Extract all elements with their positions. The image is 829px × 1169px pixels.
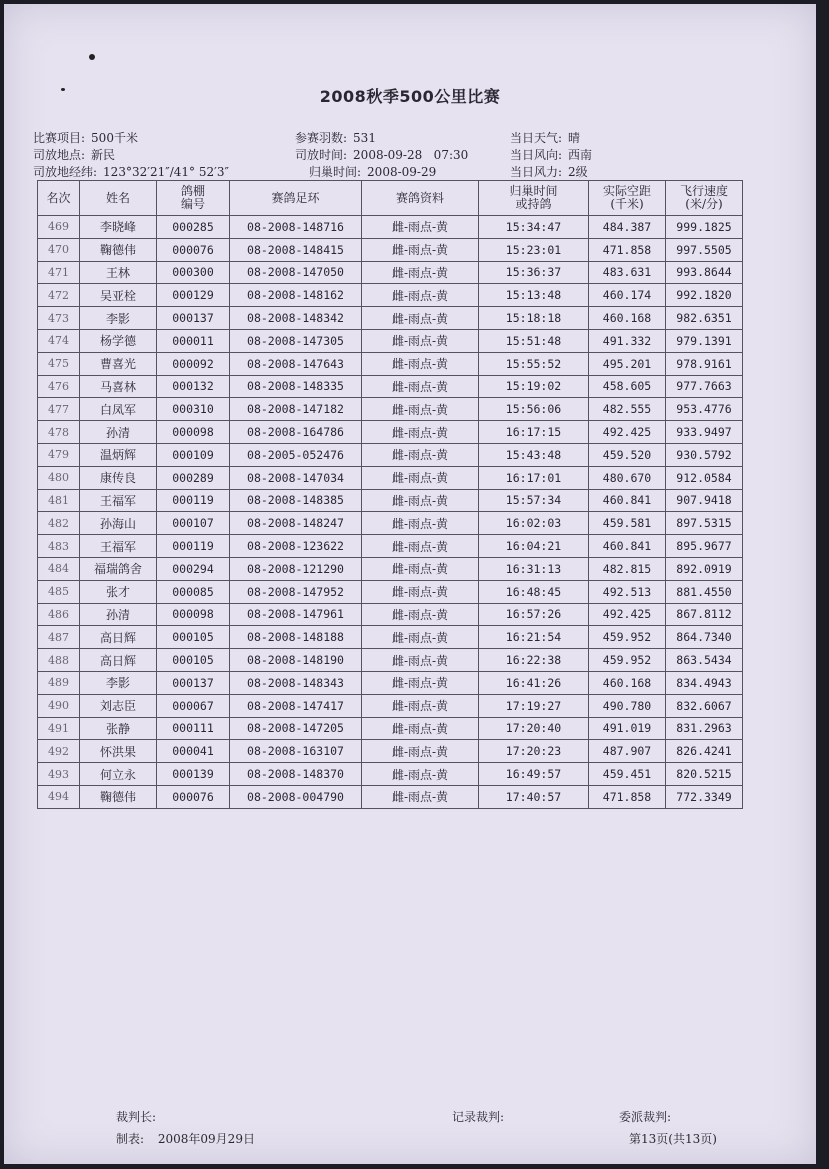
cell-distance: 482.555	[589, 398, 666, 421]
cell-speed: 979.1391	[666, 329, 743, 352]
cell-name: 吴亚栓	[80, 284, 157, 307]
cell-ring-number: 08-2008-163107	[230, 740, 362, 763]
cell-pigeon-info: 雌-雨点-黄	[362, 694, 479, 717]
cell-rank: 488	[38, 649, 80, 672]
cell-return-time: 17:20:23	[479, 740, 589, 763]
cell-distance: 491.019	[589, 717, 666, 740]
cell-ring-number: 08-2008-121290	[230, 557, 362, 580]
cell-return-time: 15:56:06	[479, 398, 589, 421]
cell-loft-id: 000111	[157, 717, 230, 740]
cell-pigeon-info: 雌-雨点-黄	[362, 740, 479, 763]
table-row	[38, 512, 743, 535]
cell-return-time: 15:36:37	[479, 261, 589, 284]
cell-name: 孙清	[80, 421, 157, 444]
cell-distance: 492.425	[589, 421, 666, 444]
cell-ring-number: 08-2008-147961	[230, 603, 362, 626]
cell-name: 鞠德伟	[80, 785, 157, 808]
cell-name: 刘志臣	[80, 694, 157, 717]
cell-name: 王福军	[80, 489, 157, 512]
cell-ring-number: 08-2008-148188	[230, 626, 362, 649]
cell-rank: 474	[38, 329, 80, 352]
info-return-time	[309, 165, 436, 179]
info-participants	[295, 131, 376, 145]
cell-ring-number: 08-2008-148343	[230, 671, 362, 694]
cell-rank: 481	[38, 489, 80, 512]
cell-distance: 458.605	[589, 375, 666, 398]
header-distance: 实际空距 (千米)	[589, 181, 666, 216]
cell-return-time: 16:57:26	[479, 603, 589, 626]
cell-name: 王林	[80, 261, 157, 284]
cell-name: 王福军	[80, 535, 157, 558]
cell-speed: 826.4241	[666, 740, 743, 763]
info-release-time-label: 司放时间:	[295, 148, 348, 162]
cell-rank: 492	[38, 740, 80, 763]
cell-name: 李晓峰	[80, 216, 157, 239]
info-project-label: 比赛项目:	[33, 131, 86, 145]
table-row	[38, 603, 743, 626]
info-location-label: 司放地点:	[33, 148, 86, 162]
cell-name: 孙清	[80, 603, 157, 626]
cell-speed: 832.6067	[666, 694, 743, 717]
cell-rank: 485	[38, 580, 80, 603]
cell-distance: 490.780	[589, 694, 666, 717]
cell-ring-number: 08-2008-148335	[230, 375, 362, 398]
cell-ring-number: 08-2008-148716	[230, 216, 362, 239]
table-row	[38, 238, 743, 261]
cell-ring-number: 08-2008-147952	[230, 580, 362, 603]
cell-return-time: 17:20:40	[479, 717, 589, 740]
info-coordinates-value: 123°32′21″/41° 52′3″	[103, 165, 229, 179]
cell-ring-number: 08-2008-147205	[230, 717, 362, 740]
cell-loft-id: 000105	[157, 626, 230, 649]
cell-return-time: 16:21:54	[479, 626, 589, 649]
page-number: 第13页(共13页)	[629, 1132, 717, 1146]
table-row	[38, 763, 743, 786]
cell-rank: 483	[38, 535, 80, 558]
cell-ring-number: 08-2008-148162	[230, 284, 362, 307]
cell-return-time: 16:17:15	[479, 421, 589, 444]
cell-pigeon-info: 雌-雨点-黄	[362, 763, 479, 786]
info-release-time	[295, 148, 468, 162]
cell-pigeon-info: 雌-雨点-黄	[362, 238, 479, 261]
cell-return-time: 16:41:26	[479, 671, 589, 694]
cell-loft-id: 000107	[157, 512, 230, 535]
header-speed: 飞行速度 (米/分)	[666, 181, 743, 216]
cell-loft-id: 000092	[157, 352, 230, 375]
cell-speed: 999.1825	[666, 216, 743, 239]
cell-pigeon-info: 雌-雨点-黄	[362, 649, 479, 672]
cell-name: 鞠德伟	[80, 238, 157, 261]
cell-return-time: 15:19:02	[479, 375, 589, 398]
cell-return-time: 16:22:38	[479, 649, 589, 672]
info-project	[33, 131, 138, 145]
cell-return-time: 15:34:47	[479, 216, 589, 239]
cell-name: 福瑞鸽舍	[80, 557, 157, 580]
cell-name: 马喜林	[80, 375, 157, 398]
cell-loft-id: 000139	[157, 763, 230, 786]
cell-loft-id: 000137	[157, 671, 230, 694]
info-coordinates	[33, 165, 229, 179]
cell-ring-number: 08-2008-147034	[230, 466, 362, 489]
cell-distance: 484.387	[589, 216, 666, 239]
cell-rank: 479	[38, 443, 80, 466]
cell-ring-number: 08-2008-148342	[230, 307, 362, 330]
cell-speed: 863.5434	[666, 649, 743, 672]
table-row	[38, 421, 743, 444]
recorder-judge-label: 记录裁判:	[452, 1110, 505, 1124]
cell-pigeon-info: 雌-雨点-黄	[362, 785, 479, 808]
table-row	[38, 626, 743, 649]
table-row	[38, 580, 743, 603]
table-row	[38, 717, 743, 740]
cell-rank: 472	[38, 284, 80, 307]
table-row	[38, 649, 743, 672]
cell-rank: 494	[38, 785, 80, 808]
table-row	[38, 307, 743, 330]
cell-rank: 480	[38, 466, 80, 489]
cell-distance: 459.952	[589, 626, 666, 649]
table-row	[38, 284, 743, 307]
cell-speed: 978.9161	[666, 352, 743, 375]
cell-return-time: 15:43:48	[479, 443, 589, 466]
delegate-judge-label: 委派裁判:	[619, 1110, 672, 1124]
header-return-time: 归巢时间 或持鸽	[479, 181, 589, 216]
cell-rank: 482	[38, 512, 80, 535]
info-participants-value: 531	[353, 131, 376, 145]
cell-loft-id: 000105	[157, 649, 230, 672]
cell-loft-id: 000109	[157, 443, 230, 466]
cell-loft-id: 000129	[157, 284, 230, 307]
info-release-time-value: 2008-09-28 07:30	[353, 148, 469, 162]
cell-speed: 820.5215	[666, 763, 743, 786]
table-row	[38, 694, 743, 717]
table-row	[38, 443, 743, 466]
cell-rank: 471	[38, 261, 80, 284]
cell-distance: 460.174	[589, 284, 666, 307]
prepared-by	[116, 1130, 255, 1147]
cell-ring-number: 08-2008-164786	[230, 421, 362, 444]
cell-loft-id: 000041	[157, 740, 230, 763]
table-header-row	[38, 181, 743, 216]
cell-speed: 977.7663	[666, 375, 743, 398]
cell-name: 孙海山	[80, 512, 157, 535]
prepared-label: 制表:	[116, 1132, 145, 1146]
cell-speed: 930.5792	[666, 443, 743, 466]
cell-distance: 471.858	[589, 785, 666, 808]
cell-distance: 459.952	[589, 649, 666, 672]
info-wind-direction-label: 当日风向:	[510, 148, 563, 162]
cell-distance: 459.520	[589, 443, 666, 466]
cell-rank: 493	[38, 763, 80, 786]
cell-speed: 997.5505	[666, 238, 743, 261]
info-wind-force-value: 2级	[568, 165, 588, 179]
cell-name: 曹喜光	[80, 352, 157, 375]
cell-pigeon-info: 雌-雨点-黄	[362, 512, 479, 535]
cell-speed: 933.9497	[666, 421, 743, 444]
cell-distance: 492.425	[589, 603, 666, 626]
info-project-value: 500千米	[91, 131, 138, 145]
cell-speed: 864.7340	[666, 626, 743, 649]
table-row	[38, 535, 743, 558]
cell-return-time: 16:17:01	[479, 466, 589, 489]
cell-loft-id: 000132	[157, 375, 230, 398]
document-page	[4, 4, 816, 1164]
page-title: 2008秋季500公里比赛	[319, 87, 501, 106]
table-row	[38, 375, 743, 398]
cell-speed: 881.4550	[666, 580, 743, 603]
cell-speed: 993.8644	[666, 261, 743, 284]
cell-loft-id: 000294	[157, 557, 230, 580]
info-participants-label: 参赛羽数:	[295, 131, 348, 145]
header-loft-id: 鸽棚 编号	[157, 181, 230, 216]
cell-speed: 907.9418	[666, 489, 743, 512]
table-row	[38, 740, 743, 763]
table-row	[38, 671, 743, 694]
header-ring-number: 赛鸽足环	[230, 181, 362, 216]
cell-speed: 895.9677	[666, 535, 743, 558]
cell-ring-number: 08-2008-148385	[230, 489, 362, 512]
cell-loft-id: 000098	[157, 421, 230, 444]
cell-name: 杨学德	[80, 329, 157, 352]
cell-name: 李影	[80, 307, 157, 330]
info-weather	[510, 131, 580, 145]
cell-loft-id: 000076	[157, 238, 230, 261]
cell-pigeon-info: 雌-雨点-黄	[362, 329, 479, 352]
cell-loft-id: 000137	[157, 307, 230, 330]
cell-loft-id: 000119	[157, 489, 230, 512]
cell-name: 康传良	[80, 466, 157, 489]
cell-rank: 477	[38, 398, 80, 421]
cell-name: 何立永	[80, 763, 157, 786]
cell-rank: 475	[38, 352, 80, 375]
table-row	[38, 785, 743, 808]
cell-loft-id: 000067	[157, 694, 230, 717]
cell-pigeon-info: 雌-雨点-黄	[362, 535, 479, 558]
cell-distance: 460.841	[589, 489, 666, 512]
header-rank: 名次	[38, 181, 80, 216]
cell-loft-id: 000285	[157, 216, 230, 239]
info-weather-label: 当日天气:	[510, 131, 563, 145]
cell-name: 白凤军	[80, 398, 157, 421]
info-location	[33, 148, 115, 162]
cell-name: 张才	[80, 580, 157, 603]
cell-speed: 892.0919	[666, 557, 743, 580]
cell-distance: 471.858	[589, 238, 666, 261]
cell-distance: 487.907	[589, 740, 666, 763]
table-row	[38, 329, 743, 352]
cell-speed: 834.4943	[666, 671, 743, 694]
cell-ring-number: 08-2008-004790	[230, 785, 362, 808]
cell-ring-number: 08-2008-148370	[230, 763, 362, 786]
cell-return-time: 15:55:52	[479, 352, 589, 375]
cell-loft-id: 000098	[157, 603, 230, 626]
cell-loft-id: 000085	[157, 580, 230, 603]
cell-pigeon-info: 雌-雨点-黄	[362, 261, 479, 284]
cell-loft-id: 000119	[157, 535, 230, 558]
cell-ring-number: 08-2005-052476	[230, 443, 362, 466]
table-row	[38, 398, 743, 421]
cell-ring-number: 08-2008-148247	[230, 512, 362, 535]
cell-return-time: 15:18:18	[479, 307, 589, 330]
cell-return-time: 16:02:03	[479, 512, 589, 535]
cell-rank: 487	[38, 626, 80, 649]
table-row	[38, 489, 743, 512]
cell-rank: 476	[38, 375, 80, 398]
cell-rank: 478	[38, 421, 80, 444]
cell-name: 张静	[80, 717, 157, 740]
cell-distance: 460.168	[589, 671, 666, 694]
results-table	[37, 180, 743, 809]
cell-return-time: 16:31:13	[479, 557, 589, 580]
info-location-value: 新民	[91, 148, 116, 162]
cell-pigeon-info: 雌-雨点-黄	[362, 375, 479, 398]
cell-loft-id: 000011	[157, 329, 230, 352]
cell-loft-id: 000076	[157, 785, 230, 808]
cell-ring-number: 08-2008-147417	[230, 694, 362, 717]
table-row	[38, 352, 743, 375]
cell-ring-number: 08-2008-147050	[230, 261, 362, 284]
cell-name: 高日辉	[80, 626, 157, 649]
cell-name: 温炳辉	[80, 443, 157, 466]
cell-ring-number: 08-2008-147305	[230, 329, 362, 352]
cell-pigeon-info: 雌-雨点-黄	[362, 603, 479, 626]
cell-return-time: 15:23:01	[479, 238, 589, 261]
cell-pigeon-info: 雌-雨点-黄	[362, 557, 479, 580]
cell-loft-id: 000300	[157, 261, 230, 284]
table-body	[38, 216, 743, 809]
cell-name: 怀洪果	[80, 740, 157, 763]
cell-pigeon-info: 雌-雨点-黄	[362, 466, 479, 489]
punch-hole-mark	[89, 54, 95, 60]
info-return-time-label: 归巢时间:	[309, 165, 362, 179]
cell-speed: 831.2963	[666, 717, 743, 740]
info-weather-value: 晴	[568, 131, 581, 145]
cell-ring-number: 08-2008-148190	[230, 649, 362, 672]
cell-rank: 491	[38, 717, 80, 740]
header-pigeon-info: 赛鸽资料	[362, 181, 479, 216]
cell-speed: 953.4776	[666, 398, 743, 421]
cell-speed: 912.0584	[666, 466, 743, 489]
cell-distance: 495.201	[589, 352, 666, 375]
cell-loft-id: 000289	[157, 466, 230, 489]
prepared-date: 2008年09月29日	[157, 1132, 255, 1146]
cell-return-time: 17:19:27	[479, 694, 589, 717]
cell-return-time: 16:49:57	[479, 763, 589, 786]
cell-speed: 772.3349	[666, 785, 743, 808]
info-wind-force	[510, 165, 588, 179]
cell-pigeon-info: 雌-雨点-黄	[362, 717, 479, 740]
cell-distance: 460.168	[589, 307, 666, 330]
cell-pigeon-info: 雌-雨点-黄	[362, 671, 479, 694]
cell-return-time: 17:40:57	[479, 785, 589, 808]
cell-rank: 470	[38, 238, 80, 261]
cell-speed: 897.5315	[666, 512, 743, 535]
cell-return-time: 15:13:48	[479, 284, 589, 307]
cell-distance: 480.670	[589, 466, 666, 489]
table-row	[38, 216, 743, 239]
cell-loft-id: 000310	[157, 398, 230, 421]
cell-pigeon-info: 雌-雨点-黄	[362, 216, 479, 239]
cell-return-time: 15:51:48	[479, 329, 589, 352]
cell-speed: 867.8112	[666, 603, 743, 626]
table-row	[38, 466, 743, 489]
cell-rank: 473	[38, 307, 80, 330]
info-coordinates-label: 司放地经纬:	[33, 165, 98, 179]
header-name: 姓名	[80, 181, 157, 216]
table-row	[38, 557, 743, 580]
cell-pigeon-info: 雌-雨点-黄	[362, 421, 479, 444]
cell-pigeon-info: 雌-雨点-黄	[362, 489, 479, 512]
cell-ring-number: 08-2008-123622	[230, 535, 362, 558]
cell-distance: 482.815	[589, 557, 666, 580]
cell-return-time: 16:04:21	[479, 535, 589, 558]
cell-ring-number: 08-2008-147182	[230, 398, 362, 421]
cell-rank: 490	[38, 694, 80, 717]
cell-distance: 491.332	[589, 329, 666, 352]
info-return-time-value: 2008-09-29	[367, 165, 437, 179]
cell-pigeon-info: 雌-雨点-黄	[362, 352, 479, 375]
cell-ring-number: 08-2008-148415	[230, 238, 362, 261]
cell-distance: 460.841	[589, 535, 666, 558]
cell-rank: 489	[38, 671, 80, 694]
info-wind-force-label: 当日风力:	[510, 165, 563, 179]
cell-distance: 459.451	[589, 763, 666, 786]
info-wind-direction-value: 西南	[568, 148, 593, 162]
cell-return-time: 15:57:34	[479, 489, 589, 512]
cell-rank: 486	[38, 603, 80, 626]
cell-pigeon-info: 雌-雨点-黄	[362, 580, 479, 603]
cell-ring-number: 08-2008-147643	[230, 352, 362, 375]
info-wind-direction	[510, 148, 592, 162]
cell-pigeon-info: 雌-雨点-黄	[362, 626, 479, 649]
table-row	[38, 261, 743, 284]
cell-name: 高日辉	[80, 649, 157, 672]
cell-rank: 469	[38, 216, 80, 239]
cell-name: 李影	[80, 671, 157, 694]
cell-pigeon-info: 雌-雨点-黄	[362, 398, 479, 421]
chief-judge-label: 裁判长:	[116, 1110, 157, 1124]
cell-pigeon-info: 雌-雨点-黄	[362, 284, 479, 307]
cell-return-time: 16:48:45	[479, 580, 589, 603]
cell-distance: 459.581	[589, 512, 666, 535]
cell-distance: 483.631	[589, 261, 666, 284]
cell-rank: 484	[38, 557, 80, 580]
cell-speed: 982.6351	[666, 307, 743, 330]
cell-pigeon-info: 雌-雨点-黄	[362, 443, 479, 466]
cell-speed: 992.1820	[666, 284, 743, 307]
cell-pigeon-info: 雌-雨点-黄	[362, 307, 479, 330]
cell-distance: 492.513	[589, 580, 666, 603]
